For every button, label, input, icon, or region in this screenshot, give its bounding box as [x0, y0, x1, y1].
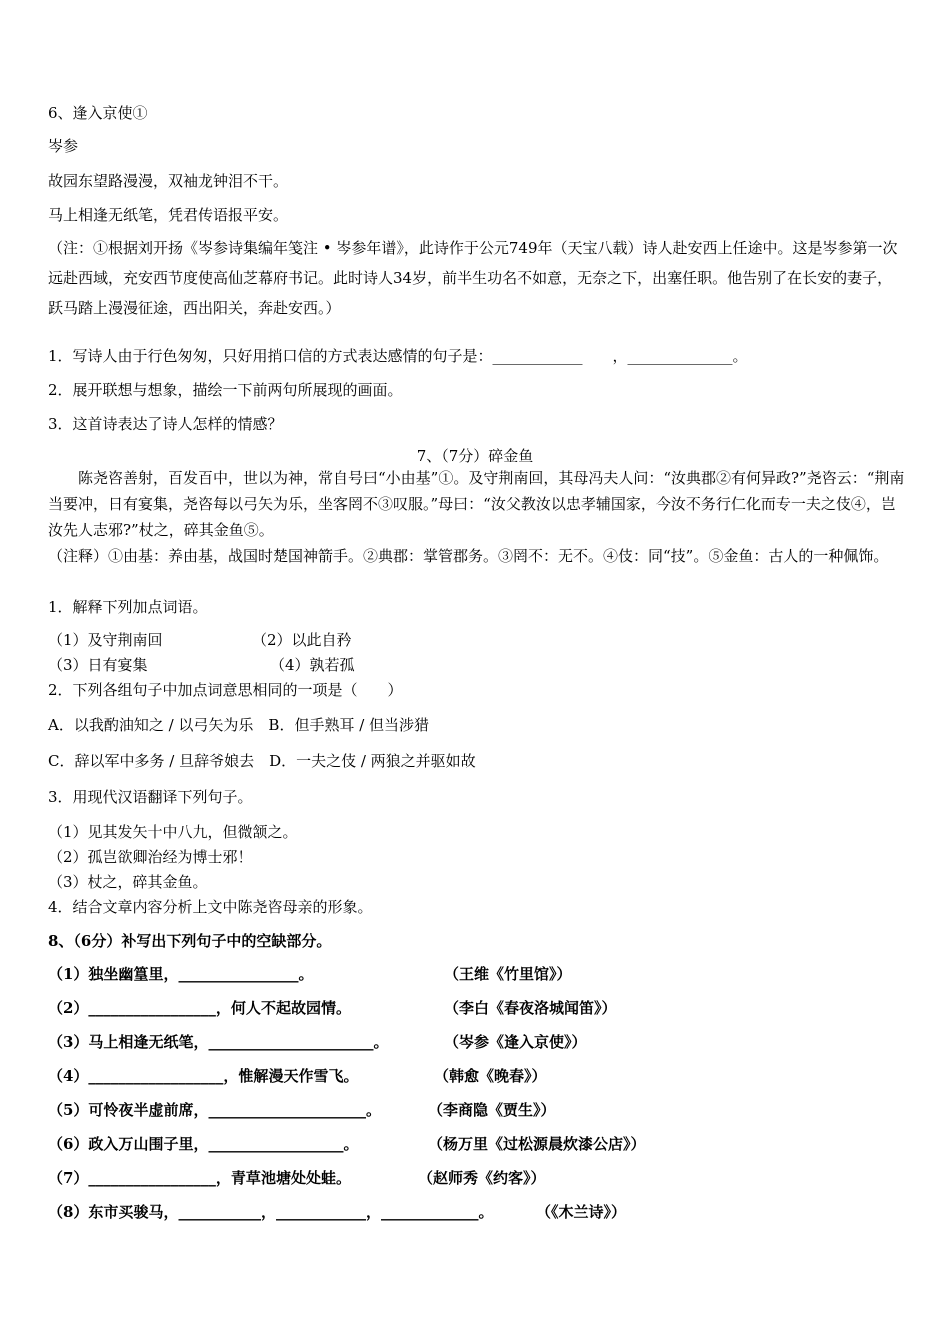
- q6-sub-2: 2．展开联想与想象，描绘一下前两句所展现的画面。: [48, 381, 403, 399]
- q7-word-3: （3）日有宴集: [48, 656, 148, 674]
- q8-source-4: （韩愈《晚春》）: [434, 1067, 547, 1085]
- q7-word-1: （1）及守荆南回: [48, 631, 163, 649]
- q7-sub-3: 3．用现代汉语翻译下列句子。: [48, 788, 253, 806]
- q8-item-2: （2）_________________，何人不起故园情。: [48, 999, 351, 1017]
- q7-sub-1: 1．解释下列加点词语。: [48, 598, 208, 616]
- q7-options-cd: C．辞以军中多务 / 旦辞爷娘去 D．一夫之伎 / 两狼之并驱如故: [48, 752, 476, 770]
- q7-translate-2: （2）孤岂欲卿治经为博士邪！: [48, 848, 253, 866]
- q6-sub-1: 1．写诗人由于行色匆匆，只好用捎口信的方式表达感情的句子是：____________ ，______________。: [48, 347, 748, 365]
- q8-item-6: （6）政入万山围子里，__________________。: [48, 1135, 359, 1153]
- q8-source-7: （赵师秀《约客》）: [418, 1169, 546, 1187]
- q6-title: 6、逢入京使➀: [48, 104, 148, 122]
- q6-note: （注：➀根据刘开扬《岑参诗集编年笺注 • 岑参年谱》，此诗作于公元749年（天宝八载）诗人赴安西上任途中。这是岑参第一次远赴西域，充安西节度使高仙芝幕府书记。此时诗人34岁，前半生功名不如意，无奈之下，出塞任职。他告别了在长安的妻子，跃马踏上漫漫征途，西出阳关，奔赴安西。）: [48, 239, 898, 317]
- q6-sub-3: 3．这首诗表达了诗人怎样的情感？: [48, 415, 283, 433]
- q8-source-1: （王维《竹里馆》）: [444, 965, 572, 983]
- q7-translate-3: （3）杖之，碎其金鱼。: [48, 873, 208, 891]
- q7-sub-2: 2．下列各组句子中加点词意思相同的一项是（ ）: [48, 681, 403, 699]
- q8-title: 8、（6分）补写出下列句子中的空缺部分。: [48, 932, 332, 950]
- q7-word-2: （2）以此自矜: [252, 631, 352, 649]
- q8-item-1: （1）独坐幽篁里，________________。: [48, 965, 314, 983]
- q7-translate-1: （1）见其发矢十中八九，但微颔之。: [48, 823, 298, 841]
- q8-item-5: （5）可怜夜半虚前席，_____________________。: [48, 1101, 381, 1119]
- q6-poem-line-2: 马上相逢无纸笔，凭君传语报平安。: [48, 206, 289, 224]
- q8-item-4: （4）__________________，惟解漫天作雪飞。: [48, 1067, 359, 1085]
- q6-poem-line-1: 故园东望路漫漫，双袖龙钟泪不干。: [48, 172, 289, 190]
- q7-note: （注释）①由基：养由基，战国时楚国神箭手。②典郡：掌管郡务。③罔不：无不。④伎：同“技”。⑤金鱼：古人的一种佩饰。: [48, 547, 889, 565]
- q7-title: 7、（7分）碎金鱼: [416, 447, 534, 465]
- q8-source-6: （杨万里《过松源晨炊漆公店》）: [428, 1135, 646, 1153]
- q7-options-ab: A．以我酌油知之 / 以弓矢为乐 B．但手熟耳 / 但当涉猎: [48, 716, 430, 734]
- q8-item-3: （3）马上相逢无纸笔，______________________。: [48, 1033, 389, 1051]
- q6-author: 岑参: [48, 137, 79, 155]
- q7-text: 陈尧咨善射，百发百中，世以为神，常自号曰“小由基”①。及守荆南回，其母冯夫人问：“汝典郡②有何异政?”尧咨云：“荆南当要冲，日有宴集，尧咨每以弓矢为乐，坐客罔不③叹服。”母曰：“汝父教汝以忠孝辅国家，今汝不务行仁化而专一夫之伎④，岂汝先人志邪?”杖之，碎其金鱼⑤。: [48, 469, 905, 539]
- q8-item-8: （8）东市买骏马，___________，____________，_____________。: [48, 1203, 494, 1221]
- q8-source-2: （李白《春夜洛城闻笛》）: [444, 999, 617, 1017]
- q8-item-7: （7）_________________，青草池塘处处蛙。: [48, 1169, 351, 1187]
- q7-sub-4: 4．结合文章内容分析上文中陈尧咨母亲的形象。: [48, 898, 373, 916]
- q8-source-5: （李商隐《贾生》）: [428, 1101, 556, 1119]
- q8-source-3: （岑参《逢入京使》）: [444, 1033, 587, 1051]
- q7-word-4: （4）孰若孤: [270, 656, 355, 674]
- q8-source-8: （《木兰诗》）: [536, 1203, 627, 1221]
